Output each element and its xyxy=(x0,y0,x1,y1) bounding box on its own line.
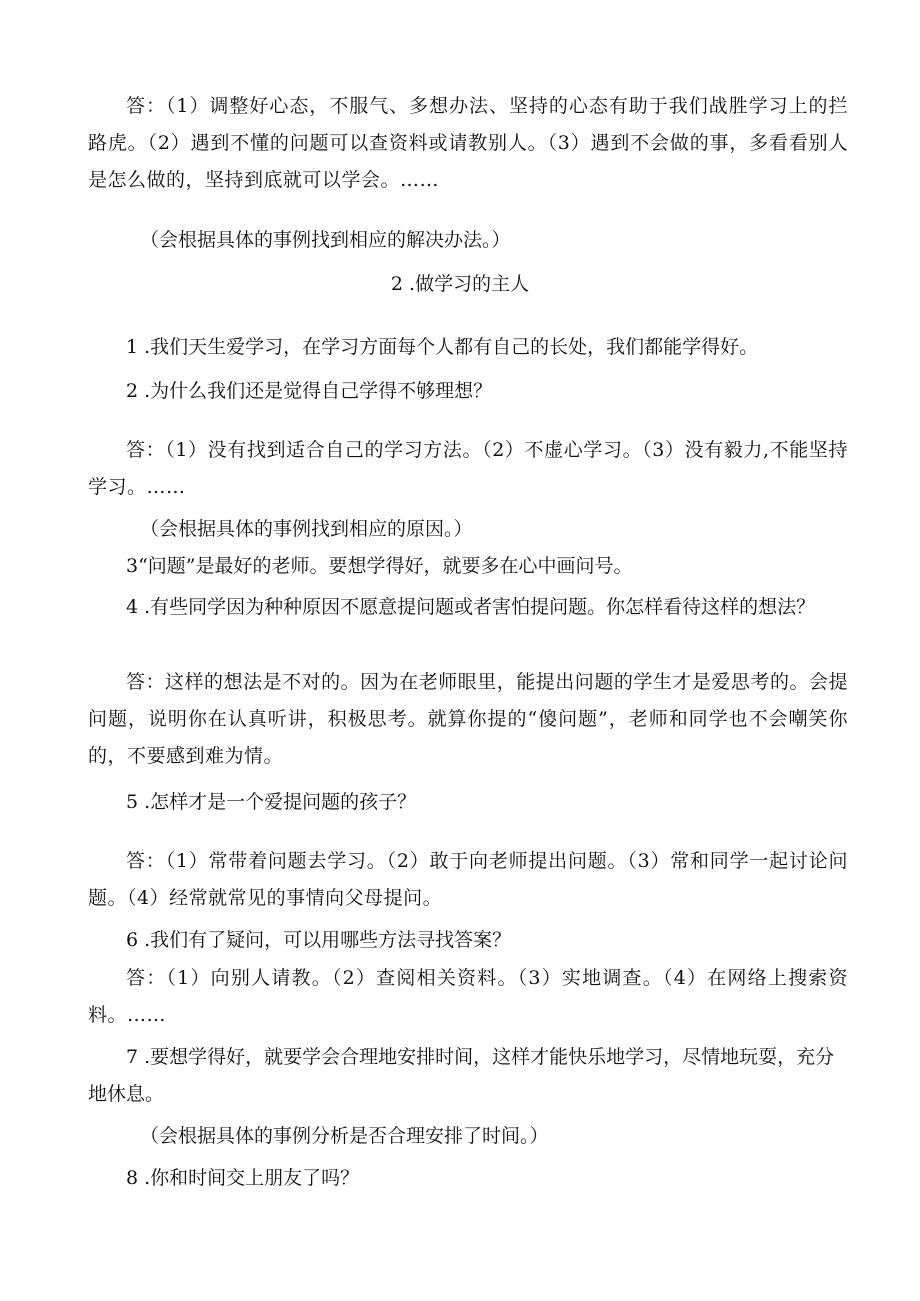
answer-2: 答：（1）没有找到适合自己的学习方法。（2）不虚心学习。（3）没有毅力,不能坚持学习。…… xyxy=(88,439,848,498)
answer-4: 答：这样的想法是不对的。因为在老师眼里，能提出问题的学生才是爱思考的。会提问题，说明你在认真听讲，积极思考。就算你提的“傻问题”，老师和同学也不会嘲笑你的，不要感到难为情。 xyxy=(88,671,848,767)
answer-6: 答：（1）向别人请教。（2）查阅相关资料。（3）实地调查。（4）在网络上搜索资料。…… xyxy=(88,967,848,1026)
answer-paragraph-1: 答：（1）调整好心态，不服气、多想办法、坚持的心态有助于我们战胜学习上的拦路虎。（2）遇到不懂的问题可以查资料或请教别人。（3）遇到不会做的事，多看看别人是怎么做的，坚持到底就可以学会。…… xyxy=(88,95,848,191)
section-heading: 2 .做学习的主人 xyxy=(390,273,530,295)
question-5: 5 .怎样才是一个爱提问题的孩子？ xyxy=(126,791,417,813)
answer-5: 答：（1）常带着问题去学习。（2）敢于向老师提出问题。（3）常和同学一起讨论问题。（4）经常就常见的事情向父母提问。 xyxy=(88,850,848,909)
question-1: 1 .我们天生爱学习，在学习方面每个人都有自己的长处，我们都能学得好。 xyxy=(126,336,759,358)
note-2: （会根据具体的事例找到相应的原因。） xyxy=(140,518,473,540)
note-7: （会根据具体的事例分析是否合理安排了时间。） xyxy=(140,1125,549,1147)
question-6: 6 .我们有了疑问，可以用哪些方法寻找答案？ xyxy=(126,929,512,951)
question-2: 2 .为什么我们还是觉得自己学得不够理想？ xyxy=(126,380,493,402)
question-3: 3“问题”是最好的老师。要想学得好，就要多在心中画问号。 xyxy=(126,555,633,577)
question-7: 7 .要想学得好，就要学会合理地安排时间，这样才能快乐地学习，尽情地玩耍，充分地休息。 xyxy=(88,1046,835,1105)
question-8: 8 .你和时间交上朋友了吗？ xyxy=(126,1167,360,1189)
question-4: 4 .有些同学因为种种原因不愿意提问题或者害怕提问题。你怎样看待这样的想法？ xyxy=(126,596,816,618)
note-1: （会根据具体的事例找到相应的解决办法。） xyxy=(140,229,511,251)
